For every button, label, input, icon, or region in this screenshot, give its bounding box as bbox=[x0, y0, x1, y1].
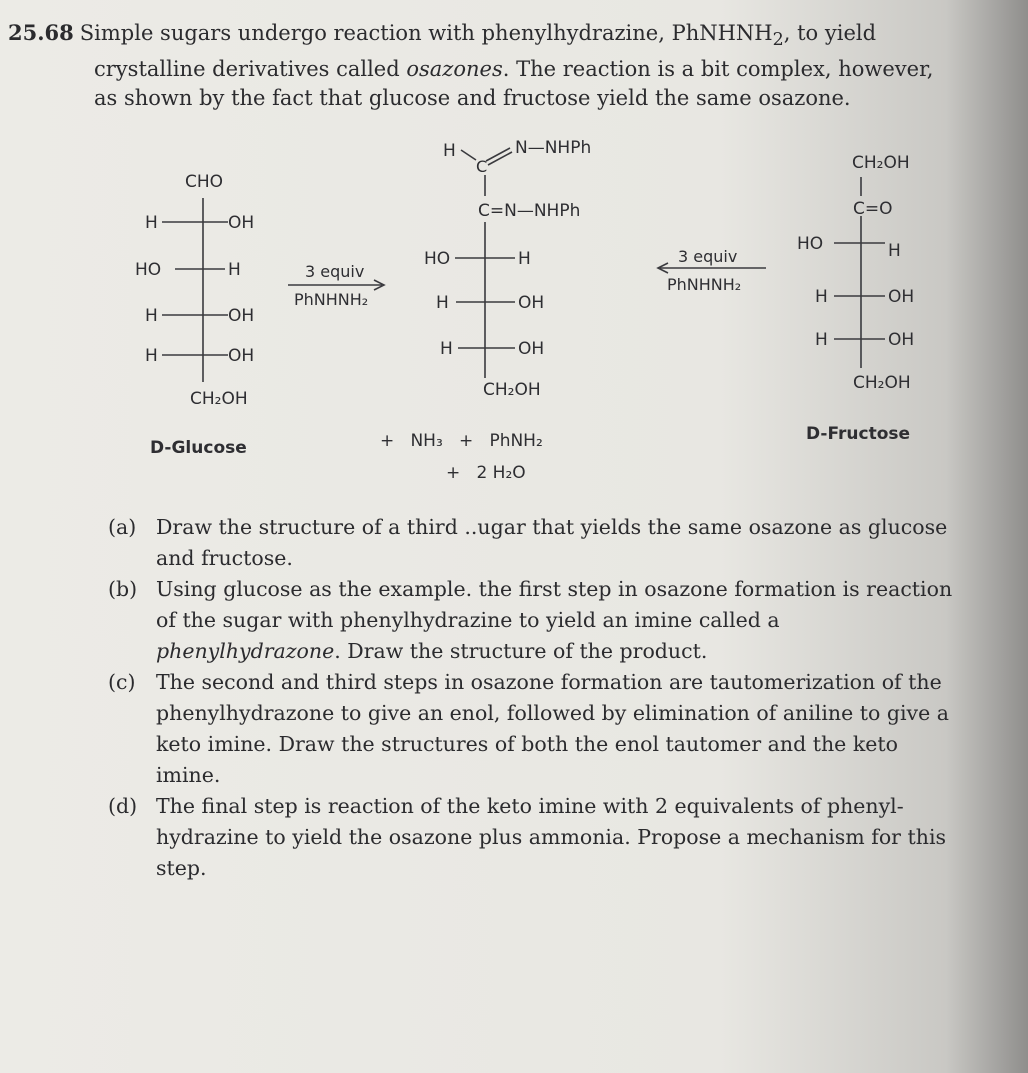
question-label: (d) bbox=[108, 794, 138, 818]
glucose-c2-left: H bbox=[145, 213, 158, 233]
byproducts-line-1: + NH₃ + PhNH₂ bbox=[380, 431, 543, 451]
fructose-c4-right: OH bbox=[888, 287, 915, 307]
byproducts-line-2: + 2 H₂O bbox=[446, 463, 526, 483]
glucose-c5-right: OH bbox=[228, 346, 255, 366]
reverse-arrow-label-1: 3 equiv bbox=[678, 247, 738, 266]
question-text: Draw the structure of a third ..ugar that yields the same osazone as glucose and fructose. bbox=[156, 515, 948, 570]
osazone-c4-right: OH bbox=[518, 293, 545, 313]
fructose-c5-left: H bbox=[815, 330, 828, 350]
term-phenylhydrazone: phenylhydrazone bbox=[156, 639, 335, 663]
fructose-name: D-Fructose bbox=[806, 424, 911, 444]
question-label: (c) bbox=[108, 670, 136, 694]
fructose-c3-right: H bbox=[888, 241, 901, 261]
forward-arrow-label-1: 3 equiv bbox=[305, 262, 365, 281]
osazone-c3-right: H bbox=[518, 249, 531, 269]
question-c bbox=[108, 667, 968, 791]
osazone-c5-right: OH bbox=[518, 339, 545, 359]
glucose-c2-right: OH bbox=[228, 213, 255, 233]
term-osazones: osazones bbox=[406, 57, 503, 82]
question-text: The final step is reaction of the keto imine with 2 equivalents of phenyl-hydrazine to yield the osazone plus ammonia. Propose a mechanism for this step. bbox=[156, 794, 947, 880]
question-b bbox=[108, 574, 968, 667]
question-label: (a) bbox=[108, 515, 137, 539]
glucose-name: D-Glucose bbox=[150, 438, 247, 458]
glucose-c4-right: OH bbox=[228, 306, 255, 326]
question-a bbox=[108, 512, 968, 574]
glucose-bottom: CH₂OH bbox=[190, 389, 248, 409]
forward-arrow-label-2: PhNHNH₂ bbox=[294, 290, 369, 309]
fructose-c3-left: HO bbox=[797, 234, 824, 254]
fructose-bottom: CH₂OH bbox=[853, 373, 911, 393]
question-d bbox=[108, 791, 968, 884]
glucose-c3-right: H bbox=[228, 260, 241, 280]
intro-line-1: Simple sugars undergo reaction with phenylhydrazine, PhNHNH$_2$, to yield bbox=[79, 21, 877, 51]
fructose-c4-left: H bbox=[815, 287, 828, 307]
problem-number: 25.68 bbox=[8, 20, 74, 45]
osazone-c1-c: C bbox=[476, 157, 488, 176]
question-text: Using glucose as the example. the first step in osazone formation is reaction of the sugar with phenylhydrazine to yield an imine called a phenylhydrazone. Draw the structure of the product. bbox=[156, 577, 953, 663]
reaction-scheme bbox=[0, 0, 1028, 510]
osazone-c5-left: H bbox=[440, 339, 453, 359]
fructose-c5-right: OH bbox=[888, 330, 915, 350]
osazone-bottom: CH₂OH bbox=[483, 380, 541, 400]
question-text: The second and third steps in osazone formation are tautomerization of the phenylhydrazone to give an enol, followed by elimination of aniline to give a keto imine. Draw the structures of both the enol tautomer and the keto imine. bbox=[156, 670, 949, 787]
glucose-c3-left: HO bbox=[135, 260, 162, 280]
question-label: (b) bbox=[108, 577, 138, 601]
glucose-c5-left: H bbox=[145, 346, 158, 366]
glucose-top: CHO bbox=[185, 172, 224, 192]
intro-line-3: as shown by the fact that glucose and fructose yield the same osazone. bbox=[94, 86, 851, 111]
osazone-c4-left: H bbox=[436, 293, 449, 313]
osazone-c1-n: N—NHPh bbox=[515, 138, 592, 158]
reverse-arrow-label-2: PhNHNH₂ bbox=[667, 275, 742, 294]
question-list bbox=[108, 512, 968, 884]
intro-line-2: crystalline derivatives called osazones. The reaction is a bit complex, however, bbox=[94, 57, 934, 82]
glucose-c4-left: H bbox=[145, 306, 158, 326]
osazone-c1-h: H bbox=[443, 141, 456, 161]
fructose-c2: C=O bbox=[853, 199, 893, 219]
osazone-c2: C=N—NHPh bbox=[478, 201, 581, 221]
osazone-c3-left: HO bbox=[424, 249, 451, 269]
fructose-top: CH₂OH bbox=[852, 153, 910, 173]
